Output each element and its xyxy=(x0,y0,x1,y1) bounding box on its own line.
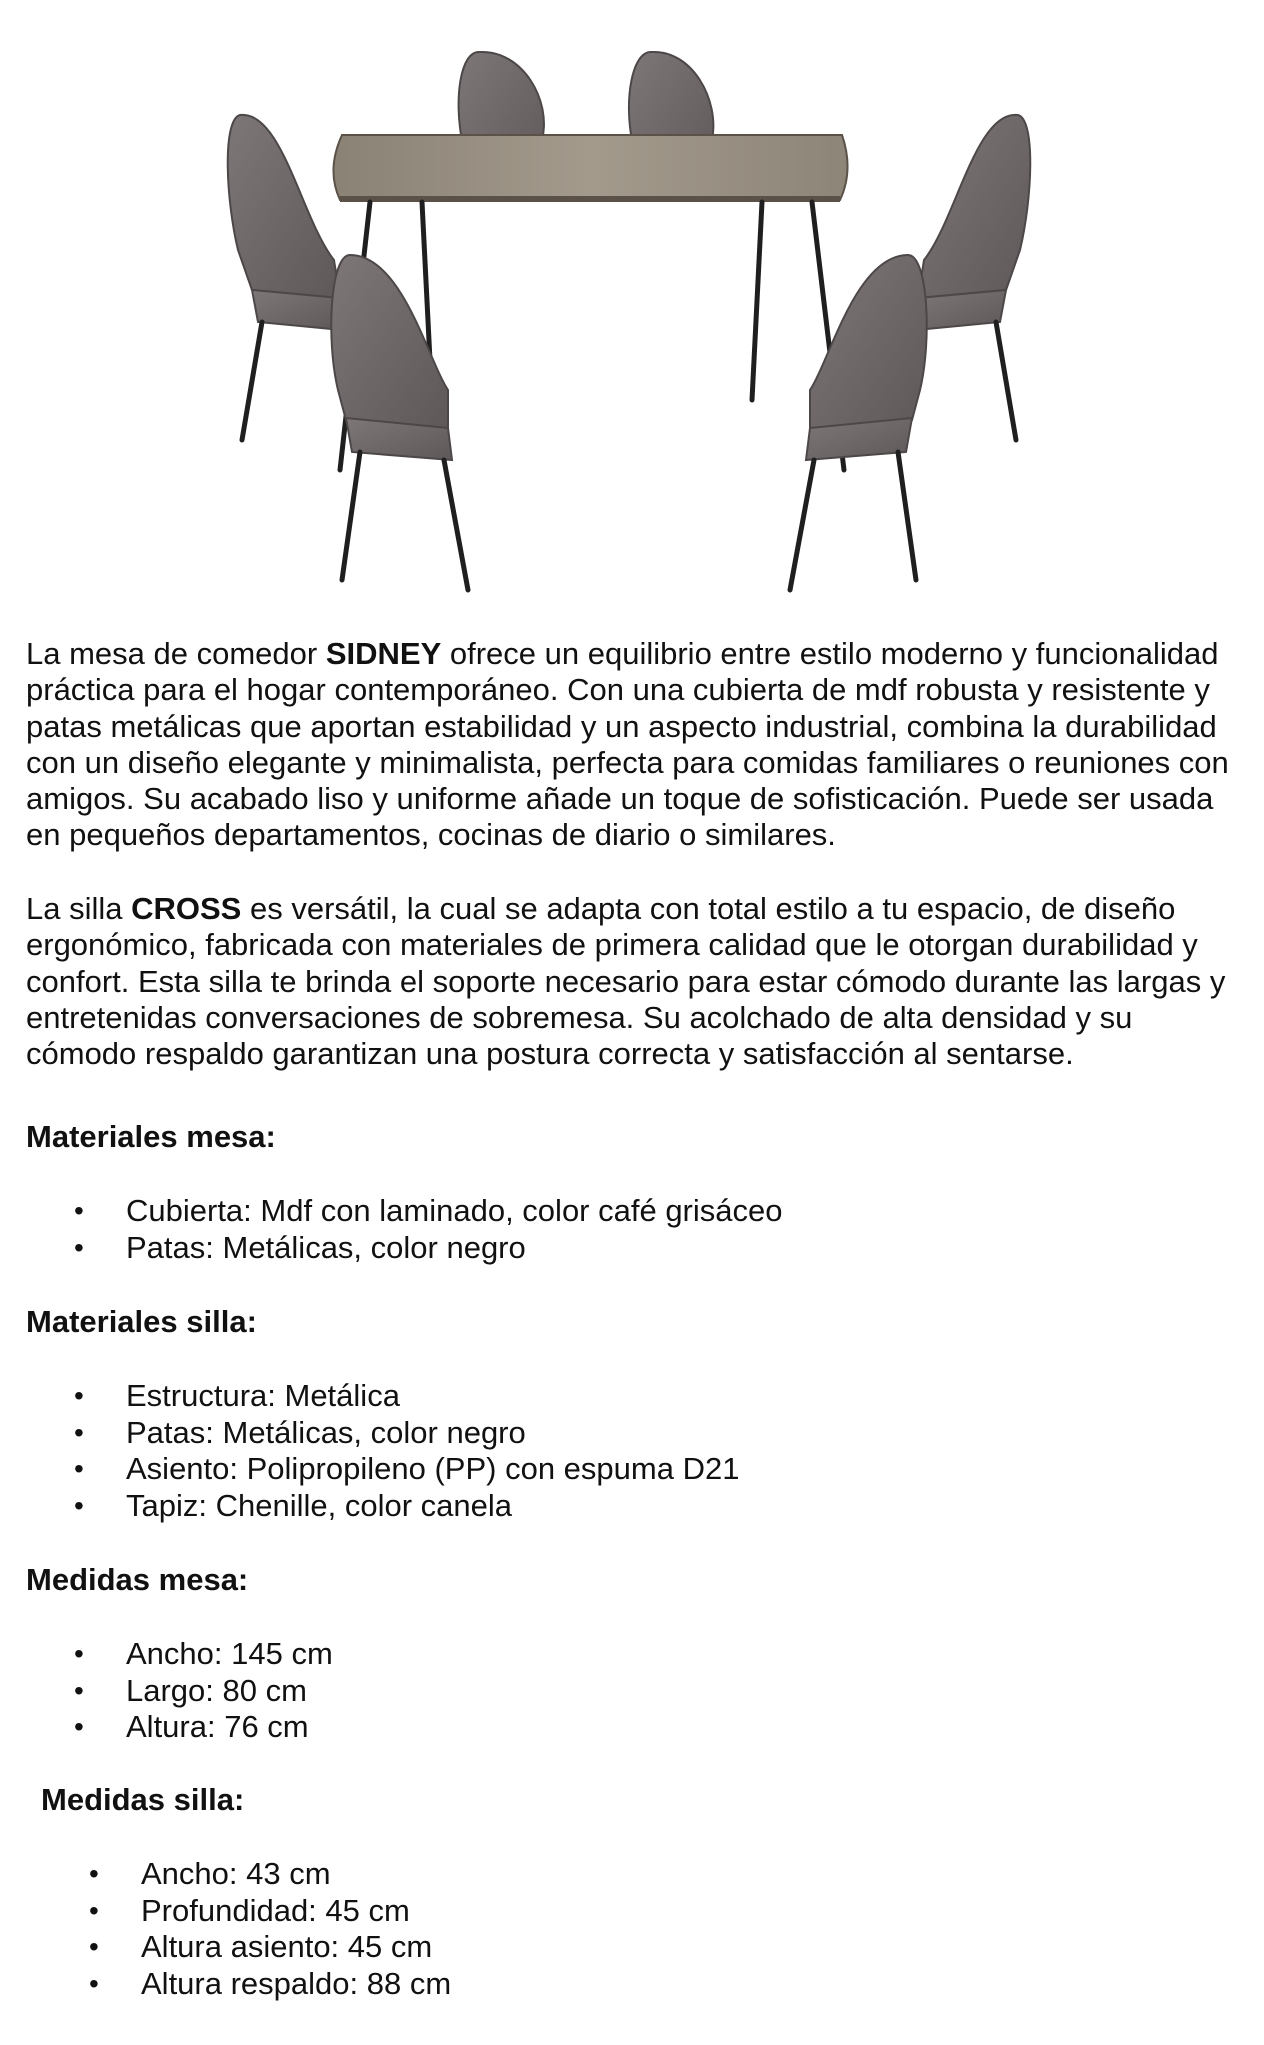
mesa-name: SIDNEY xyxy=(325,636,442,671)
medidas-silla-heading: Medidas silla: xyxy=(41,1782,245,1817)
product-image xyxy=(222,40,1042,600)
list-item: • Profundidad: 45 cm xyxy=(41,1893,451,1930)
silla-description-text: es versátil, la cual se adapta con total estilo a tu espacio, de diseño ergonómico, fabricada con materiales de primera calidad que le otorgan durabilidad y confort. Esta silla te brinda el soporte necesario para estar cómodo durante las largas y entretenidas conversaciones de sobremesa. Su acolchado de alta densidad y su cómodo respaldo garantizan una postura correcta y satisfacción al sentarse. xyxy=(26,891,1226,1072)
materiales-mesa-list xyxy=(26,1193,783,1266)
materiales-silla-list xyxy=(26,1378,739,1524)
list-item: • Altura respaldo: 88 cm xyxy=(41,1966,451,2003)
list-item: • Tapiz: Chenille, color canela xyxy=(26,1488,739,1525)
mesa-description-prefix: La mesa de comedor xyxy=(26,636,326,671)
list-item: • Estructura: Metálica xyxy=(26,1378,739,1415)
mesa-description-text: ofrece un equilibrio entre estilo moderno y funcionalidad práctica para el hogar contemporáneo. Con una cubierta de mdf robusta y resistente y patas metálicas que aportan estabilidad y un aspecto industrial, combina la durabilidad con un diseño elegante y minimalista, perfecta para comidas familiares o reuniones con amigos. Su acabado liso y uniforme añade un toque de sofisticación. Puede ser usada en pequeños departamentos, cocinas de diario o similares. xyxy=(26,636,1229,853)
silla-description-prefix: La silla xyxy=(26,891,132,926)
medidas-mesa-list xyxy=(26,1636,333,1746)
list-item: • Cubierta: Mdf con laminado, color café grisáceo xyxy=(26,1193,783,1230)
medidas-silla-list xyxy=(41,1856,451,2002)
silla-name: CROSS xyxy=(131,891,242,926)
materiales-mesa-heading: Materiales mesa: xyxy=(26,1119,276,1154)
list-item: • Patas: Metálicas, color negro xyxy=(26,1230,783,1267)
list-item: • Ancho: 43 cm xyxy=(41,1856,451,1893)
list-item: • Ancho: 145 cm xyxy=(26,1636,333,1673)
list-item: • Patas: Metálicas, color negro xyxy=(26,1415,739,1452)
list-item: • Largo: 80 cm xyxy=(26,1673,333,1710)
list-item: • Asiento: Polipropileno (PP) con espuma D21 xyxy=(26,1451,739,1488)
materiales-silla-heading: Materiales silla: xyxy=(26,1304,257,1339)
mesa-description xyxy=(26,636,1246,854)
list-item: • Altura asiento: 45 cm xyxy=(41,1929,451,1966)
silla-description xyxy=(26,891,1246,1072)
medidas-mesa-heading: Medidas mesa: xyxy=(26,1562,249,1597)
list-item: • Altura: 76 cm xyxy=(26,1709,333,1746)
